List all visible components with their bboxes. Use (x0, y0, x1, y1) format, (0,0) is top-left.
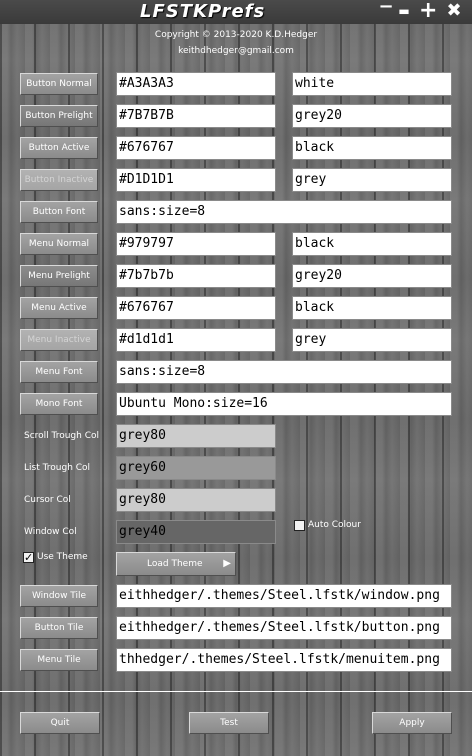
button-active-button[interactable]: Button Active (20, 137, 98, 159)
menu-inactive-button[interactable]: Menu Inactive (20, 329, 98, 351)
button-font-field[interactable]: sans:size=8 (116, 200, 452, 224)
auto-colour-label: Auto Colour (308, 520, 361, 530)
menu-tile-button[interactable]: Menu Tile (20, 649, 98, 671)
button-tile-field[interactable]: eithhedger/.themes/Steel.lfstk/button.png (116, 616, 452, 640)
cursor-colour-field[interactable]: grey80 (116, 488, 276, 512)
footer-separator (0, 691, 472, 692)
cursor-colour-label: Cursor Col (24, 495, 71, 505)
menu-font-field[interactable]: sans:size=8 (116, 360, 452, 384)
close-icon[interactable]: ✖ (446, 0, 462, 21)
window-tile-field[interactable]: eithhedger/.themes/Steel.lfstk/window.png (116, 584, 452, 608)
button-normal-font-colour-field[interactable]: white (292, 72, 452, 96)
menu-normal-button[interactable]: Menu Normal (20, 233, 98, 255)
mono-font-field[interactable]: Ubuntu Mono:size=16 (116, 392, 452, 416)
button-inactive-colour-field[interactable]: #D1D1D1 (116, 168, 276, 192)
scroll-trough-label: Scroll Trough Col (24, 431, 99, 441)
menu-prelight-button[interactable]: Menu Prelight (20, 265, 98, 287)
use-theme-checkbox[interactable] (23, 552, 34, 563)
menu-normal-font-colour-field[interactable]: black (292, 232, 452, 256)
window-colour-field[interactable]: grey40 (116, 520, 276, 544)
menu-prelight-font-colour-field[interactable]: grey20 (292, 264, 452, 288)
menu-active-button[interactable]: Menu Active (20, 297, 98, 319)
button-prelight-button[interactable]: Button Prelight (20, 105, 98, 127)
checkmark-icon: ✓ (24, 551, 34, 564)
maximize-icon[interactable]: + (419, 0, 438, 23)
button-font-button[interactable]: Button Font (20, 201, 98, 223)
list-trough-colour-field[interactable]: grey60 (116, 456, 276, 480)
button-prelight-font-colour-field[interactable]: grey20 (292, 104, 452, 128)
button-inactive-font-colour-field[interactable]: grey (292, 168, 452, 192)
button-normal-colour-field[interactable]: #A3A3A3 (116, 72, 276, 96)
title-bar[interactable] (0, 0, 472, 24)
email-text: keithdhedger@gmail.com (178, 46, 294, 56)
quit-button[interactable]: Quit (20, 712, 100, 734)
shade-icon[interactable]: ▬ (398, 4, 410, 18)
window-tile-button[interactable]: Window Tile (20, 585, 98, 607)
use-theme-label: Use Theme (37, 552, 88, 562)
copyright-text: Copyright © 2013-2020 K.D.Hedger (154, 30, 318, 40)
menu-tile-field[interactable]: thhedger/.themes/Steel.lfstk/menuitem.png (116, 648, 452, 672)
button-active-font-colour-field[interactable]: black (292, 136, 452, 160)
button-normal-button[interactable]: Button Normal (20, 73, 98, 95)
mono-font-button[interactable]: Mono Font (20, 393, 98, 415)
menu-inactive-font-colour-field[interactable]: grey (292, 328, 452, 352)
menu-font-button[interactable]: Menu Font (20, 361, 98, 383)
button-tile-button[interactable]: Button Tile (20, 617, 98, 639)
test-button[interactable]: Test (189, 712, 269, 734)
window-colour-label: Window Col (24, 527, 77, 537)
load-theme-label: Load Theme (147, 559, 203, 569)
window-title: LFSTKPrefs (140, 1, 266, 22)
menu-active-font-colour-field[interactable]: black (292, 296, 452, 320)
minimize-icon[interactable]: − (378, 0, 394, 17)
list-trough-label: List Trough Col (24, 463, 91, 473)
apply-button[interactable]: Apply (372, 712, 452, 734)
load-theme-button[interactable] (116, 552, 236, 576)
scroll-trough-colour-field[interactable]: grey80 (116, 424, 276, 448)
menu-active-colour-field[interactable]: #676767 (116, 296, 276, 320)
menu-inactive-colour-field[interactable]: #d1d1d1 (116, 328, 276, 352)
auto-colour-checkbox[interactable] (294, 520, 305, 531)
button-inactive-button[interactable]: Button Inactive (20, 169, 98, 191)
menu-normal-colour-field[interactable]: #979797 (116, 232, 276, 256)
menu-prelight-colour-field[interactable]: #7b7b7b (116, 264, 276, 288)
button-prelight-colour-field[interactable]: #7B7B7B (116, 104, 276, 128)
arrow-right-icon: ▶ (223, 558, 231, 569)
button-active-colour-field[interactable]: #676767 (116, 136, 276, 160)
